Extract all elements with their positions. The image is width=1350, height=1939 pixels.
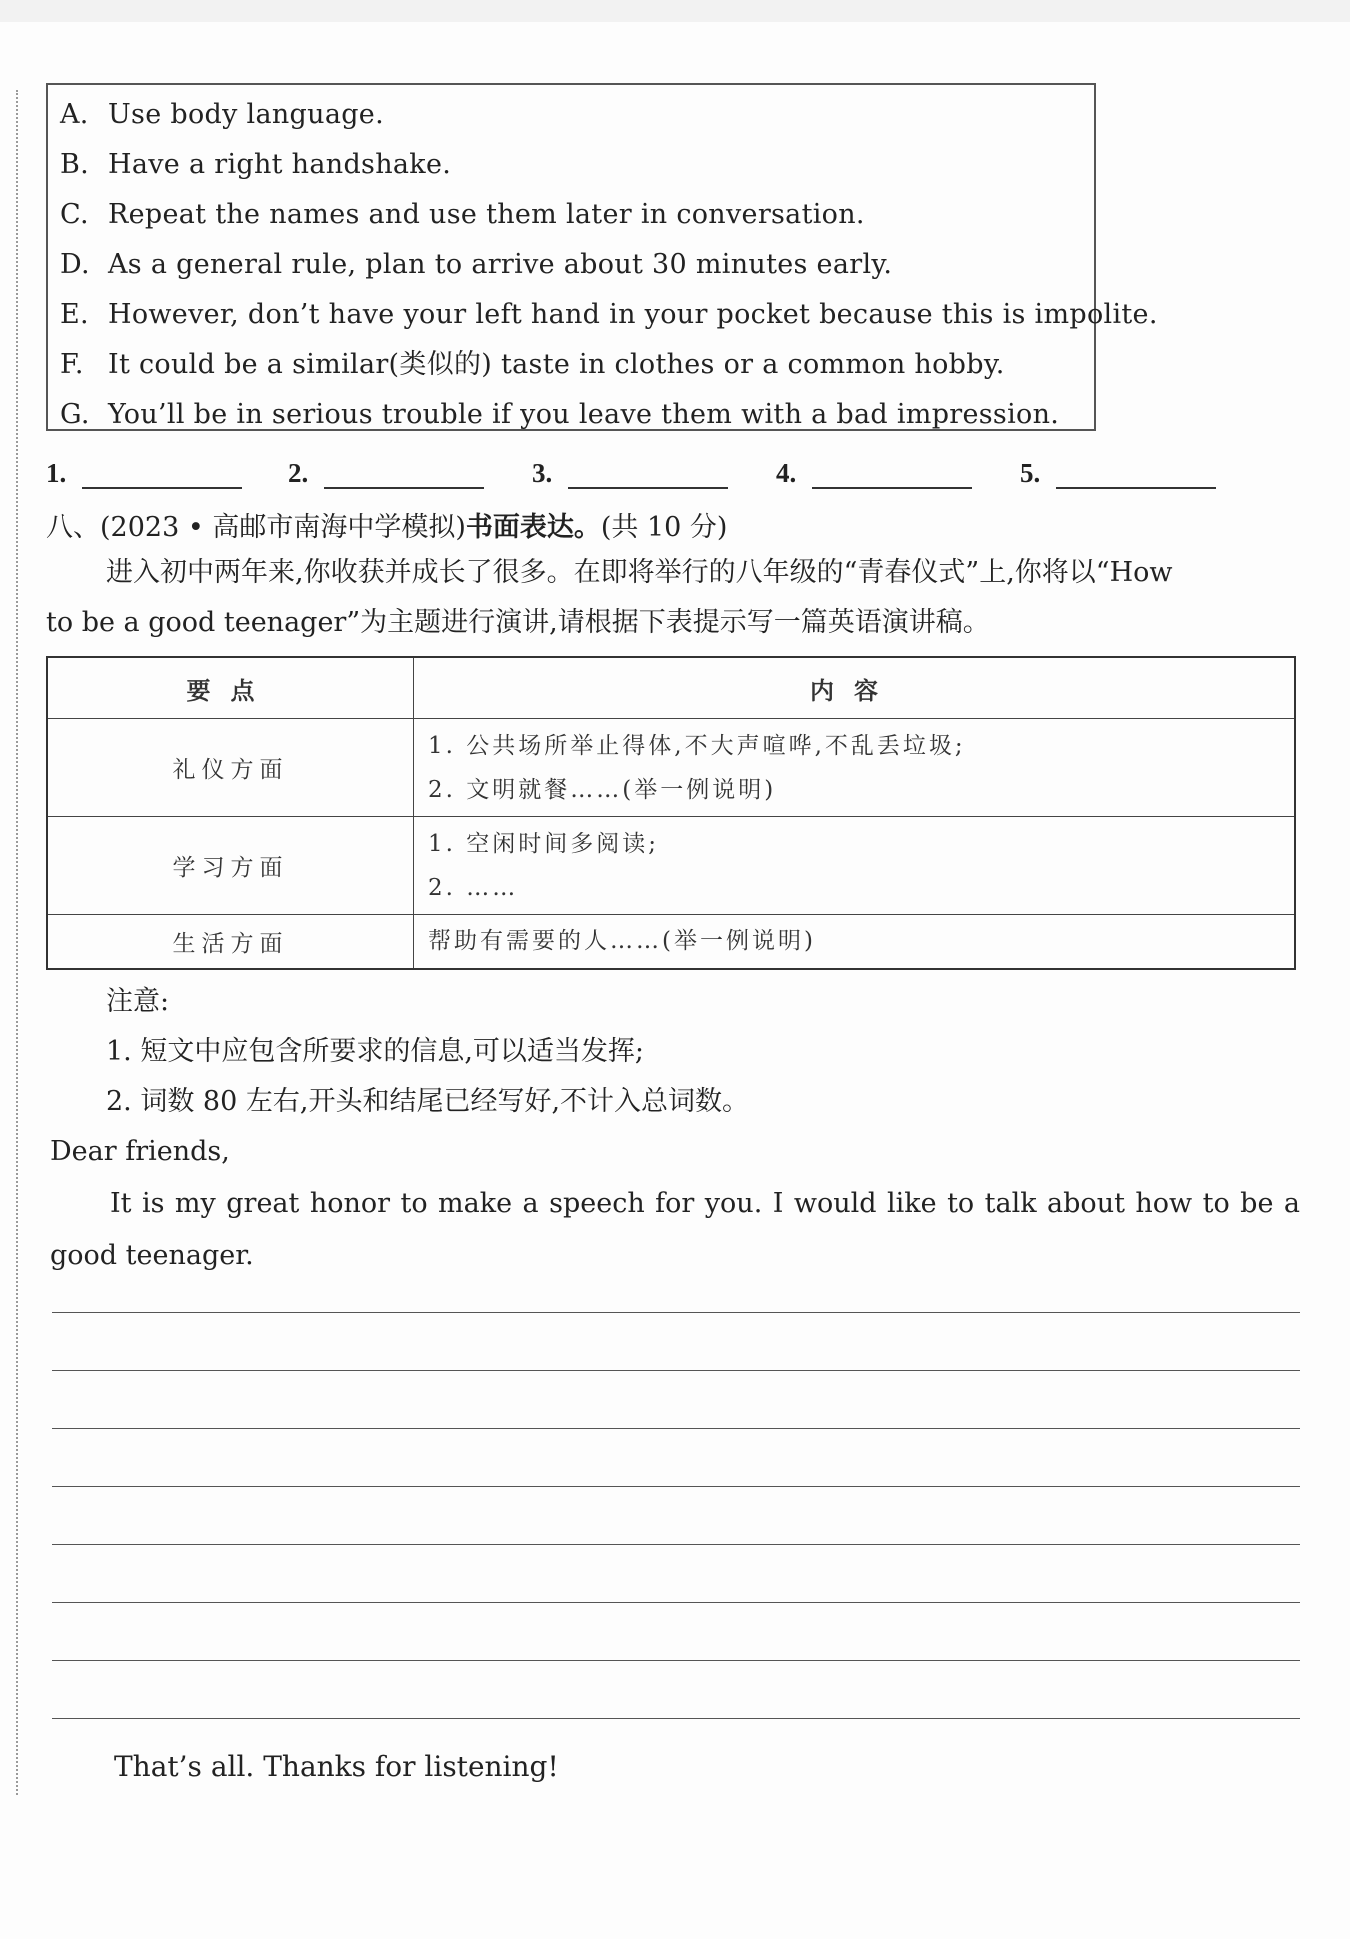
table-row [47,817,1295,915]
writing-line[interactable] [52,1544,1300,1545]
table-header-row [47,657,1295,719]
option-a: A. Use body language. [60,99,384,130]
writing-line[interactable] [52,1428,1300,1429]
note-item: 1. 短文中应包含所要求的信息,可以适当发挥; [106,1036,645,1067]
options-box [46,83,1158,431]
intro-line-1: 进入初中两年来,你收获并成长了很多。在即将举行的八年级的“青春仪式”上,你将以“How [106,557,1173,588]
answer-blanks [46,458,1286,498]
option-b: B. Have a right handshake. [60,149,452,180]
row-content: 1. 公共场所举止得体,不大声喧哗,不乱丢垃圾; 2. 文明就餐……(举一例说明) [414,719,1296,817]
option-g: G. You’ll be in serious trouble if you leave them with a bad impression. [60,399,1060,430]
answer-4[interactable]: 4. [776,458,972,489]
table-row [47,719,1295,817]
letter-opening: It is my great honor to make a speech for you. I would like to talk about how to be a good teenager. [50,1188,1300,1271]
writing-line[interactable] [52,1660,1300,1661]
option-f: F. It could be a similar(类似的) taste in clothes or a common hobby. [60,349,1005,380]
option-d: D. As a general rule, plan to arrive about 30 minutes early. [60,249,893,280]
requirements-table [46,656,1296,970]
table-row [47,915,1295,969]
header-content: 内容 [414,657,1296,719]
task-intro [46,548,1296,648]
header-key: 要点 [47,657,414,719]
answer-1[interactable]: 1. [46,458,242,489]
row-key: 生活方面 [47,915,414,969]
option-e: E. However, don’t have your left hand in your pocket because this is impolite. [60,299,1158,330]
notes [46,977,1296,1127]
answer-3[interactable]: 3. [532,458,728,489]
answer-2[interactable]: 2. [288,458,484,489]
letter-greeting: Dear friends, [50,1136,230,1167]
row-key: 礼仪方面 [47,719,414,817]
section-heading: 八、(2023 • 高邮市南海中学模拟)书面表达。(共 10 分) [46,512,728,543]
writing-line[interactable] [52,1312,1300,1313]
binding-margin-line [16,90,18,1795]
page-top-edge [0,0,1350,22]
option-c: C. Repeat the names and use them later in conversation. [60,199,865,230]
writing-line[interactable] [52,1718,1300,1719]
answer-5[interactable]: 5. [1020,458,1216,489]
writing-line[interactable] [52,1486,1300,1487]
writing-line[interactable] [52,1370,1300,1371]
row-content: 帮助有需要的人……(举一例说明) [414,915,1296,969]
letter-body [50,1126,1300,1282]
row-key: 学习方面 [47,817,414,915]
row-content: 1. 空闲时间多阅读; 2. …… [414,817,1296,915]
letter-closing: That’s all. Thanks for listening! [114,1750,559,1783]
intro-line-2: to be a good teenager”为主题进行演讲,请根据下表提示写一篇英语演讲稿。 [46,607,990,638]
notes-title: 注意: [106,986,170,1017]
writing-line[interactable] [52,1602,1300,1603]
note-item: 2. 词数 80 左右,开头和结尾已经写好,不计入总词数。 [106,1086,750,1117]
